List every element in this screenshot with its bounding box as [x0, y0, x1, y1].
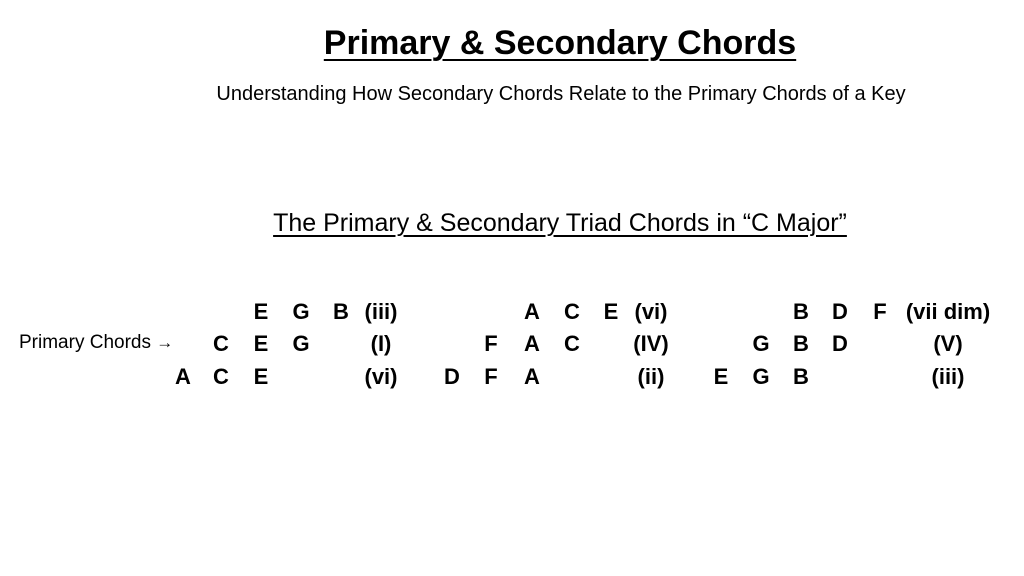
primary-chords-text: Primary Chords — [19, 332, 151, 353]
chord-note: F — [873, 299, 887, 324]
chord-numeral: (ii) — [637, 364, 665, 389]
primary-chord-note: A — [524, 331, 540, 356]
chord-note: D — [832, 299, 848, 324]
primary-chord-note: E — [253, 331, 269, 356]
primary-chord-note: C — [564, 331, 580, 356]
primary-chord-numeral: (I) — [370, 331, 392, 356]
primary-chord-note: G — [292, 331, 310, 356]
chord-note: G — [752, 364, 770, 389]
chord-note: B — [333, 299, 349, 324]
chord-note: B — [793, 299, 809, 324]
chord-note: F — [484, 364, 498, 389]
page-subtitle: Understanding How Secondary Chords Relate to the Primary Chords of a Key — [216, 83, 906, 105]
primary-chords-label — [19, 332, 173, 354]
primary-chord-note: G — [752, 331, 770, 356]
chord-note: E — [253, 364, 269, 389]
chord-note: B — [793, 364, 809, 389]
chord-numeral: (vi) — [364, 364, 398, 389]
chord-numeral: (vii dim) — [905, 299, 991, 324]
chord-numeral: (vi) — [634, 299, 668, 324]
chord-note: A — [175, 364, 191, 389]
chord-note: D — [444, 364, 460, 389]
chord-numeral: (iii) — [364, 299, 398, 324]
chord-note: C — [213, 364, 229, 389]
primary-chord-note: F — [484, 331, 498, 356]
chord-note: C — [564, 299, 580, 324]
chord-note: A — [524, 299, 540, 324]
chord-note: E — [603, 299, 619, 324]
primary-chord-note: D — [832, 331, 848, 356]
chord-numeral: (iii) — [931, 364, 965, 389]
arrow-right-icon: → — [156, 333, 174, 352]
primary-chord-numeral: (IV) — [633, 331, 669, 356]
primary-chord-note: C — [213, 331, 229, 356]
chord-note: E — [713, 364, 729, 389]
primary-chord-note: B — [793, 331, 809, 356]
chord-note: A — [524, 364, 540, 389]
chord-note: E — [253, 299, 269, 324]
section-heading: The Primary & Secondary Triad Chords in “C Major” — [273, 209, 847, 237]
primary-chord-numeral: (V) — [933, 331, 963, 356]
page-title: Primary & Secondary Chords — [323, 24, 797, 62]
chord-note: G — [292, 299, 310, 324]
